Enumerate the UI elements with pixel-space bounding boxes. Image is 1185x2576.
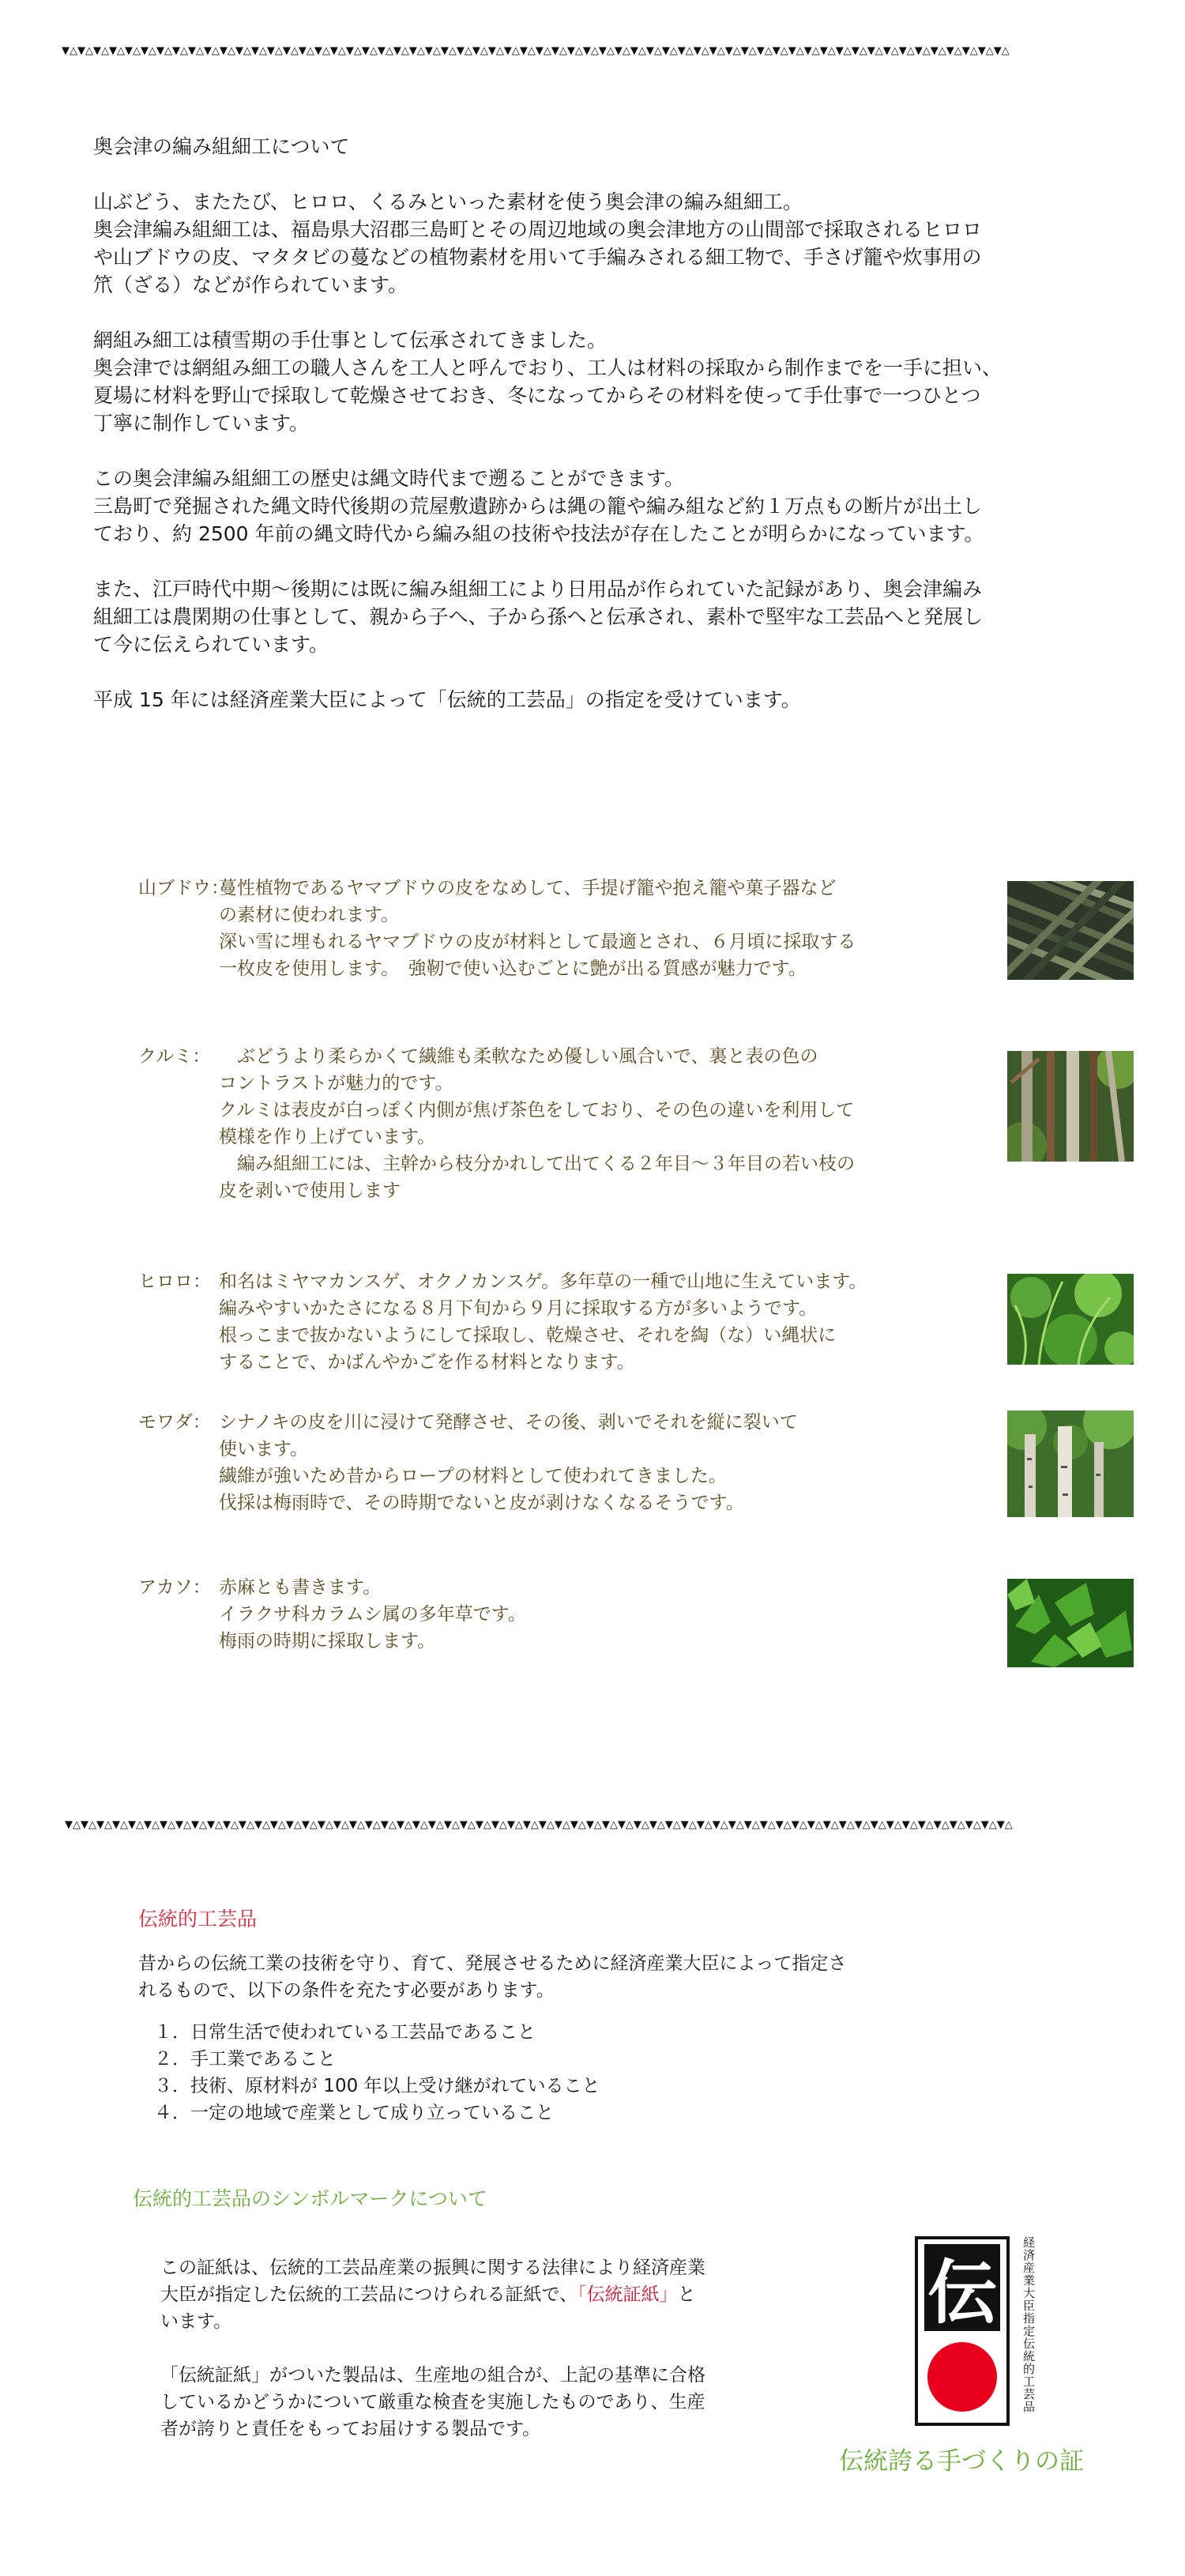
list-item: ４．一定の地域で産業として成り立っていること <box>154 2103 554 2123</box>
material-yamabudou <box>138 875 976 982</box>
highlight-term: 「伝統証紙」 <box>577 2284 678 2305</box>
material-description <box>219 1043 818 1070</box>
symbol-description <box>160 2254 777 2442</box>
mark-character: 伝 <box>927 2252 998 2333</box>
sedge-plant-photo <box>1007 1274 1134 1365</box>
mark-vertical-caption: 経済産業大臣指定伝統的工芸品 <box>1021 2236 1036 2413</box>
text-line: 網組み細工は積雪期の手仕事として伝承されてきました。 <box>93 329 608 352</box>
text-line <box>160 2281 777 2308</box>
material-label: クルミ： <box>138 1046 211 1067</box>
intro-paragraph-3 <box>93 465 1104 548</box>
material-description <box>219 1268 867 1295</box>
list-item: ３．技術、原材料が 100 年以上受け継がれていること <box>154 2076 600 2096</box>
text-line: 昔からの伝統工業の技術を守り、育て、発展させるために経済産業大臣によって指定さ <box>138 1953 847 1974</box>
intro-paragraph-1 <box>93 188 1104 299</box>
material-description <box>219 875 837 902</box>
text-line: この奥会津編み組細工の歴史は縄文時代まで遡ることができます。 <box>93 467 685 490</box>
material-label: モワダ： <box>138 1412 211 1433</box>
material-label: 山ブドウ： <box>138 878 229 898</box>
text-line: また、江戸時代中期〜後期には既に編み組細工により日用品が作られていた記録があり、奥会津編み <box>93 578 983 601</box>
text-line: 一枚皮を使用します。 強靭で使い込むごとに艶が出る質感が魅力です。 <box>219 958 807 979</box>
text-line: 奥会津では網組み細工の職人さんを工人と呼んでおり、工人は材料の採取から制作までを一手に担い、 <box>93 356 1003 379</box>
slogan: 伝統誇る手づくりの証 <box>839 2447 1084 2476</box>
text-line: コントラストが魅力的です。 <box>219 1073 453 1094</box>
text-line: 編みやすいかたさになる８月下旬から９月に採取する方が多いようです。 <box>219 1298 818 1319</box>
text-line: 赤麻とも書きます。 <box>219 1577 382 1598</box>
text-line: することで、かばんやかごを作る材料となります。 <box>219 1352 635 1373</box>
text-line: 梅雨の時期に採取します。 <box>219 1631 436 1651</box>
text-line: の素材に使われます。 <box>219 905 400 925</box>
material-label: ヒロロ： <box>138 1271 211 1292</box>
text-line: クルミは表皮が白っぽく内側が焦げ茶色をしており、その色の違いを利用して <box>219 1100 855 1120</box>
text-line: 使います。 <box>219 1439 309 1459</box>
material-kurumi <box>138 1043 976 1204</box>
text-line: れるもので、以下の条件を充たす必要があります。 <box>138 1980 555 2001</box>
text-line: 三島町で発掘された縄文時代後期の荒屋敷遺跡からは縄の籠や編み組など約１万点もの断片が出土し <box>93 495 983 518</box>
material-akaso <box>138 1574 976 1655</box>
text-line: 平成 15 年には経済産業大臣によって「伝統的工芸品」の指定を受けています。 <box>93 688 801 711</box>
intro-paragraph-4 <box>93 575 1104 658</box>
text-line: 編み組細工には、主幹から枝分かれして出てくる２年目〜３年目の若い枝の <box>219 1154 855 1174</box>
woven-vine-photo <box>1007 881 1134 980</box>
material-hiroro <box>138 1268 976 1376</box>
traditional-heading: 伝統的工芸品 <box>138 1908 258 1930</box>
traditional-craft-mark-logo <box>915 2236 1010 2426</box>
material-description <box>219 1574 381 1601</box>
text-line: 奥会津編み組細工は、福島県大沼郡三島町とその周辺地域の奥会津地方の山間部で採取されるヒロロ <box>93 218 983 241</box>
symbol-heading: 伝統的工芸品のシンボルマークについて <box>133 2187 487 2210</box>
material-mowada <box>138 1409 976 1516</box>
text-line: 蔓性植物であるヤマブドウの皮をなめして、手提げ籠や抱え籠や菓子器など <box>219 878 837 898</box>
red-sun-circle <box>927 2342 997 2412</box>
intro-title: 奥会津の編み組細工について <box>93 135 350 158</box>
text-line: ぶどうより柔らかくて繊維も柔軟なため優しい風合いで、裏と表の色の <box>219 1046 818 1067</box>
material-label: アカソ： <box>138 1577 211 1598</box>
intro-section <box>93 133 1104 741</box>
text-line: 皮を剥いで使用します <box>219 1181 401 1201</box>
text-line: ており、約 2500 年前の縄文時代から編み組の技術や技法が存在したことが明らかになっています。 <box>93 522 984 545</box>
text-line: 笊（ざる）などが作られています。 <box>93 273 408 296</box>
text-line: 模様を作り上げています。 <box>219 1127 436 1147</box>
walnut-branches-photo <box>1007 1051 1134 1162</box>
text-line: 深い雪に埋もれるヤマブドウの皮が材料として最適とされ、６月頃に採取する <box>219 932 856 952</box>
text-line: この証紙は、伝統的工芸品産業の振興に関する法律により経済産業 <box>160 2258 705 2278</box>
traditional-description <box>138 1950 944 2004</box>
text-line: 「伝統証紙」がついた製品は、生産地の組合が、上記の基準に合格 <box>160 2365 705 2386</box>
text-line: 夏場に材料を野山で採取して乾燥させておき、冬になってからその材料を使って手仕事で一つひとつ <box>93 384 981 407</box>
list-item: ２．手工業であること <box>154 2049 336 2069</box>
text-line: て今に伝えられています。 <box>93 633 329 656</box>
text-line: います。 <box>160 2311 232 2332</box>
text-fragment: と <box>677 2284 696 2305</box>
linden-trees-photo <box>1007 1410 1134 1517</box>
conditions-list <box>154 2019 600 2126</box>
nettle-leaves-photo <box>1007 1579 1134 1667</box>
text-line: しているかどうかについて厳重な検査を実施したものであり、生産 <box>160 2392 705 2412</box>
material-description <box>219 1409 798 1436</box>
list-item: １．日常生活で使われている工芸品であること <box>154 2022 536 2043</box>
text-line: シナノキの皮を川に浸けて発酵させ、その後、剥いでそれを縦に裂いて <box>219 1412 798 1433</box>
text-line: や山ブドウの皮、マタタビの蔓などの植物素材を用いて手編みされる細工物で、手さげ籠や炊事用の <box>93 246 982 269</box>
text-line: 伐採は梅雨時で、その時期でないと皮が剥けなくなるそうです。 <box>219 1493 744 1513</box>
decorative-border-top: ▼△▼△▼△▼△▼△▼△▼△▼△▼△▼△▼△▼△▼△▼△▼△▼△▼△▼△▼△▼△▼△▼△▼△▼△▼△▼△▼△▼△▼△▼△▼△▼△▼△▼△▼△▼△▼△▼△▼△▼△▼△▼△▼△▼△▼△▼△▼△▼△▼△▼△▼△▼△▼△▼△▼△▼△▼△▼△▼△▼△ <box>62 45 1010 57</box>
text-line: 者が誇りと責任をもってお届けする製品です。 <box>160 2419 541 2439</box>
text-line: 和名はミヤマカンスゲ、オクノカンスゲ。多年草の一種で山地に生えています。 <box>219 1271 867 1292</box>
text-line: 丁寧に制作しています。 <box>93 412 310 435</box>
intro-paragraph-2 <box>93 326 1104 437</box>
text-line: 山ぶどう、またたび、ヒロロ、くるみといった素材を使う奥会津の編み組細工。 <box>93 190 803 213</box>
text-line: 繊維が強いため昔からロープの材料として使われてきました。 <box>219 1466 727 1486</box>
text-line: イラクサ科カラムシ属の多年草です。 <box>219 1604 526 1625</box>
text-line: 組細工は農閑期の仕事として、親から子へ、子から孫へと伝承され、素朴で堅牢な工芸品へと発展し <box>93 605 984 628</box>
text-line: 根っこまで抜かないようにして採取し、乾燥させ、それを綯（な）い縄状に <box>219 1325 837 1346</box>
intro-paragraph-5 <box>93 686 1104 714</box>
decorative-border-middle: ▼△▼△▼△▼△▼△▼△▼△▼△▼△▼△▼△▼△▼△▼△▼△▼△▼△▼△▼△▼△▼△▼△▼△▼△▼△▼△▼△▼△▼△▼△▼△▼△▼△▼△▼△▼△▼△▼△▼△▼△▼△▼△▼△▼△▼△▼△▼△▼△▼△▼△▼△▼△▼△▼△▼△▼△▼△▼△▼△▼△ <box>65 1819 1013 1831</box>
text-fragment: 大臣が指定した伝統的工芸品につけられる証紙で、 <box>160 2284 578 2305</box>
